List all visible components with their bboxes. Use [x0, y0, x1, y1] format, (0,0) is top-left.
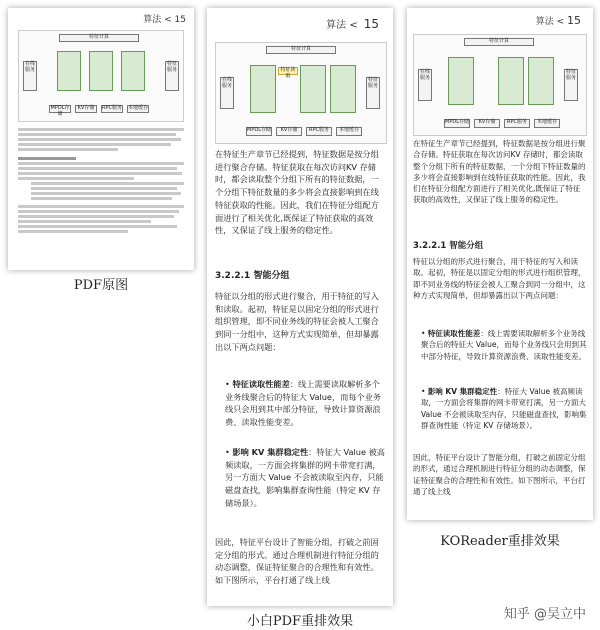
paragraph-3: 因此，特征平台设计了智能分组，打破之前固定分组的形式。通过合理机制进行特征分组的动态调整，保证特征聚合的合理性和有效性。如下图所示，平台打通了线上线	[215, 537, 379, 586]
panel-original	[8, 8, 194, 270]
bullet-1-text: ：线上需要读取解析多个业务线聚合后的特征大 Value，而每个业务线只会用到其中部分特征，导致计算资源浪费、读取性能变差。	[225, 379, 382, 428]
diagram-online-service: 在线服务	[220, 77, 234, 109]
page-header: 算法 < 15	[143, 15, 186, 25]
diagram-backend-3: RPC服务	[306, 127, 332, 136]
paragraph-2: 特征以分组的形式进行聚合，用于特征的写入和读取。起初，特征是以固定分组的形式进行组织管理，即不同业务线的特征会被人工聚合到同一分组中，这种方式实现简单，但却暴露出以下两点问题：	[215, 291, 379, 352]
diagram-backend-3: RPC服务	[102, 105, 122, 111]
diagram-stage-3	[528, 57, 554, 105]
diagram-feature-compute: 特征计算	[266, 46, 336, 54]
bullet-2-title: 影响 KV 集群稳定性	[427, 387, 498, 396]
watermark: 知乎 @吴立中	[503, 607, 586, 622]
diagram-backend-4: 本地缓存	[336, 127, 362, 136]
caption-original: PDF原图	[73, 278, 129, 293]
bullet-1-title: 特征读取性能差	[427, 329, 481, 338]
diagram-online-service: 在线服务	[23, 61, 37, 91]
panel-xiaobai: 算法 < 15 特征计算 在线服务 特征读取 特征服务 MPDL存储 KV存储 RPC服务 本地缓存 在特征生产章节已经提到，特征数据是按分组进行聚合存储。特征获取在每次访问KV 存储时，都会读取整个分组下所有的特征数据，一个分组下特征数量的多少将会直接影响到在线特征获取的性能。因此，我们在特征分组配方面进行了相关优化,既保证了特征获取的高效性，又保证了线上服务的稳定性。 3.2.2.1 智能分组 特征以分组的形式进行聚合，用于特征的写入和读取。起初，特征是以固定分组的形式进行组织管理，即不同业务线的特征会被人工聚合到同一分组中，这种方式实现简单，但却暴露出以下两点问题： • 特征读取性能差：线上需要读取解析多个业务线聚合后的特征大 Value，而每个业务线只会用到其中部分特征，导致计算资源浪费、读取性能变差。 • 影响 KV 集群稳定性：特征大 Value 被高频读取，一方面会将集群的网卡带宽打满，另一方面大 Value 不会被读取至内存，只能磁盘查找，影响集群查询性能（特定 KV 存储场景）。 因此，特征平台设计了智能分组，打破之前固定分组的形式。通过合理机制进行特征分组的动态调整，保证特征聚合的合理性和有效性。如下图所示，平台打通了线上线	[207, 8, 393, 606]
bullet-1-text: ：线上需要读取解析多个业务线聚合后的特征大 Value，而每个业务线只会用到其中部分特征，导致计算资源浪费、读取性能变差。	[421, 329, 587, 361]
diagram-stage-1	[250, 65, 276, 113]
diagram-backend-2: KV存储	[276, 127, 302, 136]
bullet-2-text: ：特征大 Value 被高频读取，一方面会将集群的网卡带宽打满，另一方面大 Value 不会被读取至内存，只能磁盘查找，影响集群查询性能（特定 KV 存储场景）。	[421, 387, 587, 430]
paragraph-2: 特征以分组的形式进行聚合，用于特征的写入和读取。起初，特征是以固定分组的形式进行组织管理，即不同业务线的特征会被人工聚合到同一分组中，这种方式实现简单，但却暴露出以下两点问题：	[413, 257, 586, 300]
section-heading: 3.2.2.1 智能分组	[413, 241, 484, 251]
caption-xiaobai: 小白PDF重排效果	[246, 614, 354, 629]
architecture-diagram	[18, 30, 184, 122]
diagram-stage-2	[498, 57, 524, 105]
page-number: 15	[567, 14, 581, 27]
panel-koreader: 算法 < 15 特征计算 在线服务 特征服务 MPDL存储 KV存储 RPC服务 本地缓存 在特征生产章节已经提到，特征数据是按分组进行聚合存储。特征获取在每次访问KV 存储时，都会读取整个分组下所有的特征数据，一个分组下特征数量的多少将会直接影响到在线特征获取的性能。因此，我们在特征分组配方面进行了相关优化,既保证了特征获取的高效性，又保证了线上服务的稳定性。 3.2.2.1 智能分组 特征以分组的形式进行聚合，用于特征的写入和读取。起初，特征是以固定分组的形式进行组织管理，即不同业务线的特征会被人工聚合到同一分组中，这种方式实现简单，但却暴露出以下两点问题： • 特征读取性能差：线上需要读取解析多个业务线聚合后的特征大 Value，而每个业务线只会用到其中部分特征，导致计算资源浪费、读取性能变差。 • 影响 KV 集群稳定性：特征大 Value 被高频读取，一方面会将集群的网卡带宽打满，另一方面大 Value 不会被读取至内存，只能磁盘查找，影响集群查询性能（特定 KV 存储场景）。 因此，特征平台设计了智能分组，打破之前固定分组的形式，通过合理机制进行特征分组的动态调整，保证特征聚合的合理性和有效性。如下图所示，平台打通了线上线	[407, 8, 593, 520]
caption-koreader: KOReader重排效果	[440, 534, 560, 549]
diagram-backend-1: MPDL存储	[50, 105, 70, 117]
bullet-2-text: ：特征大 Value 被高频读取，一方面会将集群的网卡带宽打满，另一方面大 Value 不会被读取至内存，只能磁盘查找，影响集群查询性能（特定 KV 存储场景）。	[225, 447, 385, 508]
header-label: 算法	[326, 20, 347, 31]
bullet-2: • 影响 KV 集群稳定性：特征大 Value 被高频读取，一方面会将集群的网卡带宽打满，另一方面大 Value 不会被读取至内存，只能磁盘查找，影响集群查询性能（特定 KV 存储场景）。	[421, 387, 587, 430]
diagram-stage-3	[121, 51, 145, 91]
architecture-diagram	[413, 34, 587, 136]
diagram-backend-1: MPDL存储	[246, 127, 272, 136]
diagram-feature-service: 特征服务	[165, 61, 179, 91]
page-text-lines	[18, 126, 184, 235]
bullet-2: • 影响 KV 集群稳定性：特征大 Value 被高频读取，一方面会将集群的网卡带宽打满，另一方面大 Value 不会被读取至内存，只能磁盘查找，影响集群查询性能（特定 KV 存储场景）。	[225, 447, 385, 508]
diagram-online-service: 在线服务	[418, 69, 432, 101]
diagram-backend-4: 本地缓存	[128, 105, 149, 111]
section-heading: 3.2.2.1 智能分组	[215, 271, 290, 281]
paragraph-3: 因此，特征平台设计了智能分组，打破之前固定分组的形式，通过合理机制进行特征分组的动态调整，保证特征聚合的合理性和有效性。如下图所示，平台打通了线上线	[413, 453, 586, 496]
header-label: 算法	[535, 17, 554, 27]
architecture-diagram	[215, 42, 387, 144]
page-number: 15	[363, 17, 379, 31]
diagram-backend-2: KV存储	[474, 119, 500, 128]
diagram-backend-3: RPC服务	[504, 119, 530, 128]
bullet-1: • 特征读取性能差：线上需要读取解析多个业务线聚合后的特征大 Value，而每个业务线只会用到其中部分特征，导致计算资源浪费、读取性能变差。	[421, 329, 587, 361]
paragraph-1: 在特征生产章节已经提到，特征数据是按分组进行聚合存储。特征获取在每次访问KV 存储时，都会读取整个分组下所有的特征数据，一个分组下特征数量的多少将会直接影响到在线特征获取的性能。因此，我们在特征分组配方面进行了相关优化,既保证了特征获取的高效性，又保证了线上服务的稳定性。	[215, 149, 379, 236]
diagram-mid-1: 特征读取	[278, 67, 298, 75]
diagram-backend-1: MPDL存储	[444, 119, 470, 128]
diagram-feature-service: 特征服务	[366, 77, 380, 109]
bullet-1-title: 特征读取性能差	[232, 379, 290, 389]
diagram-stage-2	[89, 51, 113, 91]
diagram-feature-service: 特征服务	[564, 69, 578, 101]
diagram-feature-compute: 特征计算	[464, 38, 534, 46]
bullet-2-title: 影响 KV 集群稳定性	[232, 447, 309, 457]
paragraph-1: 在特征生产章节已经提到，特征数据是按分组进行聚合存储。特征获取在每次访问KV 存储时，都会读取整个分组下所有的特征数据，一个分组下特征数量的多少将会直接影响到在线特征获取的性能。因此，我们在特征分组配方面进行了相关优化,既保证了特征获取的高效性，又保证了线上服务的稳定性。	[413, 139, 586, 205]
diagram-backend-4: 本地缓存	[534, 119, 560, 128]
diagram-stage-1	[448, 57, 474, 105]
diagram-stage-2	[300, 65, 326, 113]
diagram-feature-compute: 特征计算	[59, 34, 139, 42]
diagram-stage-3	[330, 65, 356, 113]
diagram-backend-2: KV存储	[75, 105, 97, 113]
diagram-stage-1	[57, 51, 81, 91]
bullet-1: • 特征读取性能差：线上需要读取解析多个业务线聚合后的特征大 Value，而每个业务线只会用到其中部分特征，导致计算资源浪费、读取性能变差。	[225, 379, 382, 428]
